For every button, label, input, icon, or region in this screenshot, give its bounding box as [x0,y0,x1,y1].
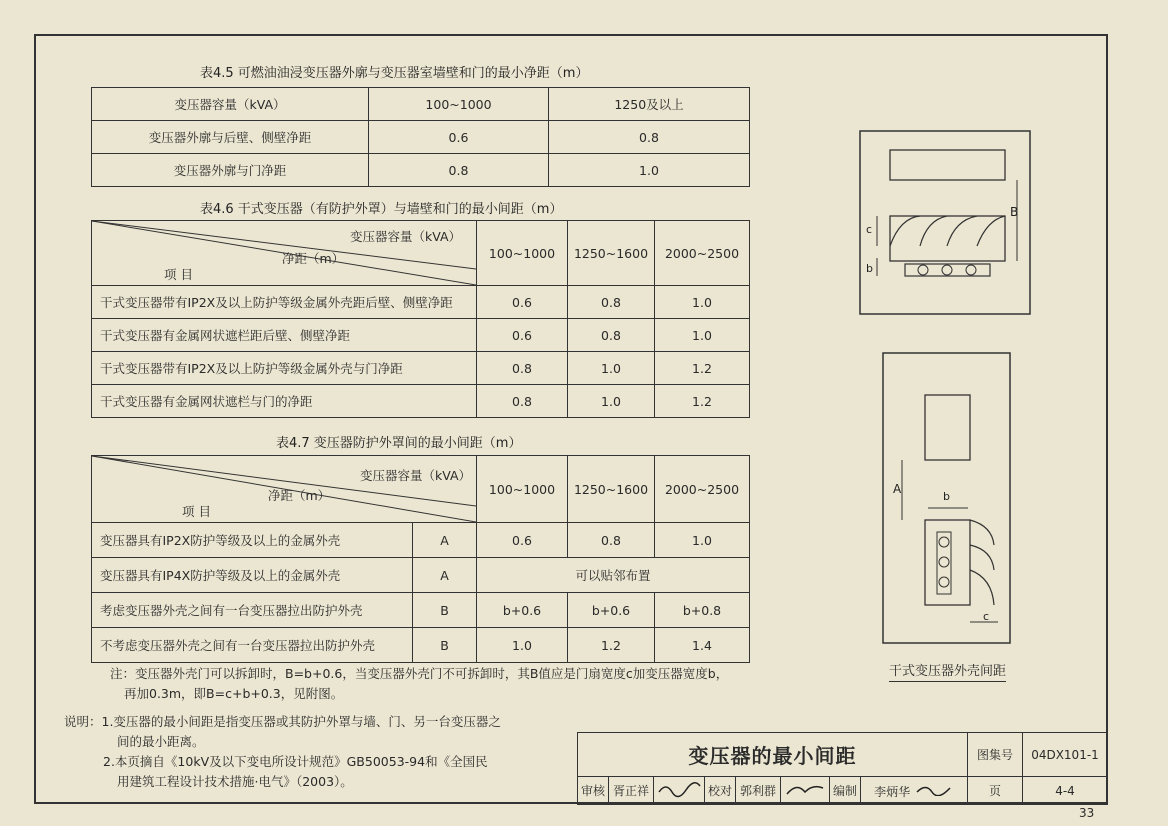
cell-value: b+0.6 [477,593,568,628]
row-label: 变压器具有IP2X防护等级及以上的金属外壳 [92,523,413,558]
row-label: 变压器外廓与门净距 [92,154,369,187]
table-row [92,121,750,154]
table-header: 100~1000 [369,88,549,121]
row-label: 干式变压器有金属网状遮栏距后壁、侧壁净距 [92,319,477,352]
table-note-line-2: 再加0.3m，即B=c+b+0.3，见附图。 [124,686,344,701]
table-4-5-caption: 表4.5 可燃油油浸变压器外廓与变压器室墙壁和门的最小净距（m） [200,66,589,81]
title-block [577,732,1108,804]
cell-value: 1.0 [655,523,750,558]
atlas-number: 04DX101-1 [1023,733,1108,777]
cell-value: 1.2 [568,628,655,663]
design-label: 编制 [830,777,861,805]
cell-value: 0.8 [568,319,655,352]
table-row [92,523,750,558]
capacity-label: 变压器容量（kVA） [350,229,462,244]
clearance-label: 净距（m） [282,251,345,266]
table-header: 1250~1600 [568,456,655,523]
table-header: 1250~1600 [568,221,655,286]
table-4-7 [91,455,750,663]
cell-value: b+0.6 [568,593,655,628]
table-row [92,558,750,593]
table-header: 100~1000 [477,221,568,286]
dimension-b: b [866,262,873,275]
designer-name-and-signature [861,777,968,805]
row-label: 不考虑变压器外壳之间有一台变压器拉出防护外壳 [92,628,413,663]
table-row [92,593,750,628]
row-label: 变压器具有IP4X防护等级及以上的金属外壳 [92,558,413,593]
table-header: 100~1000 [477,456,568,523]
capacity-label: 变压器容量（kVA） [360,468,472,483]
checker-name: 郭利群 [736,777,781,805]
clearance-label: 净距（m） [268,488,331,503]
figure-caption: 干式变压器外壳间距 [889,660,1006,682]
cell-value: 1.0 [477,628,568,663]
designer-name: 李炳华 [874,784,911,799]
table-header: 1250及以上 [549,88,750,121]
cell-value: 0.8 [477,385,568,418]
dimension-b-lower: b [943,490,950,503]
explanation-line-1: 说明：1.变压器的最小间距是指变压器或其防护外罩与墙、门、另一台变压器之 [64,714,501,729]
table-row [92,154,750,187]
dimension-c: c [866,223,873,236]
review-label: 审核 [578,777,609,805]
cell-value: 1.0 [568,352,655,385]
row-label: 考虑变压器外壳之间有一台变压器拉出防护外壳 [92,593,413,628]
cell-value: 1.0 [549,154,750,187]
table-4-5 [91,87,750,187]
table-row [92,628,750,663]
cell-value: 1.0 [655,319,750,352]
cell-value: 1.0 [655,286,750,319]
cell-value: 1.4 [655,628,750,663]
explanation-line-4: 用建筑工程设计技术措施·电气》（2003）。 [117,774,353,789]
table-row [92,352,750,385]
cell-value: 0.6 [369,121,549,154]
reviewer-name: 胥正祥 [609,777,654,805]
cell-value: 0.8 [477,352,568,385]
cell-value: 0.6 [477,523,568,558]
sheet-page: 4-4 [1023,777,1108,805]
clearance-figure-top [855,128,1045,318]
check-label: 校对 [705,777,736,805]
cell-value: 1.0 [568,385,655,418]
dimension-c-lower: c [983,610,990,623]
row-label: 干式变压器带有IP2X及以上防护等级金属外壳距后壁、侧壁净距 [92,286,477,319]
table-header: 2000~2500 [655,456,750,523]
row-symbol: A [413,558,477,593]
page-number: 33 [1079,806,1095,820]
cell-value: 0.8 [369,154,549,187]
table-row [92,385,750,418]
page-label: 页 [968,777,1023,805]
explanation-line-3: 2.本页摘自《10kV及以下变电所设计规范》GB50053-94和《全国民 [103,754,488,769]
cell-value: 1.2 [655,385,750,418]
item-label: 项 目 [182,504,211,519]
table-4-7-caption: 表4.7 变压器防护外罩间的最小间距（m） [276,436,522,451]
table-row [92,286,750,319]
row-label: 干式变压器带有IP2X及以上防护等级金属外壳与门净距 [92,352,477,385]
diagonal-header-cell [92,456,477,523]
diagonal-header-cell [92,221,477,286]
row-symbol: B [413,593,477,628]
merged-cell: 可以贴邻布置 [477,558,750,593]
atlas-label: 图集号 [968,733,1023,777]
table-header: 变压器容量（kVA） [92,88,369,121]
item-label: 项 目 [164,267,193,282]
table-note-line-1: 注：变压器外壳门可以拆卸时，B=b+0.6，当变压器外壳门不可拆卸时，其B值应是门扇宽度c加变压器宽度b， [110,666,729,681]
explanation-line-2: 间的最小距离。 [117,734,205,749]
row-label: 干式变压器有金属网状遮栏与门的净距 [92,385,477,418]
reviewer-signature [654,777,705,805]
row-label: 变压器外廓与后壁、侧壁净距 [92,121,369,154]
cell-value: 0.6 [477,319,568,352]
cell-value: 1.2 [655,352,750,385]
table-4-6 [91,220,750,418]
dimension-B: B [1010,205,1019,219]
row-symbol: B [413,628,477,663]
table-4-6-caption: 表4.6 干式变压器（有防护外罩）与墙壁和门的最小间距（m） [200,202,563,217]
cell-value: 0.8 [568,286,655,319]
cell-value: 0.6 [477,286,568,319]
dimension-A: A [893,482,902,496]
table-row [92,319,750,352]
row-symbol: A [413,523,477,558]
checker-signature [781,777,830,805]
cell-value: 0.8 [568,523,655,558]
drawing-title: 变压器的最小间距 [578,733,968,777]
cell-value: b+0.8 [655,593,750,628]
cell-value: 0.8 [549,121,750,154]
table-header: 2000~2500 [655,221,750,286]
